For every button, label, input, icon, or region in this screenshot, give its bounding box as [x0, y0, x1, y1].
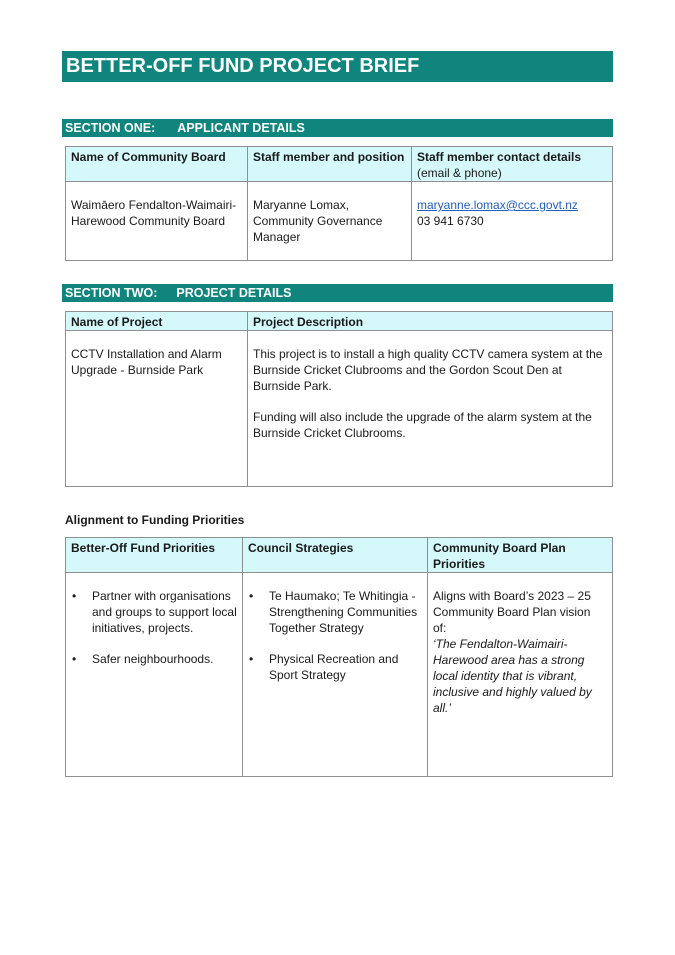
document-title: BETTER-OFF FUND PROJECT BRIEF — [62, 51, 613, 82]
fund-priorities-list — [71, 588, 239, 667]
staff-name: Maryanne Lomax, — [253, 198, 350, 212]
list-item: • Physical Recreation and Sport Strategy — [248, 651, 422, 683]
board-plan-text: Aligns with Board’s 2023 – 25 Community Board Plan vision of: — [433, 589, 591, 635]
header-project-name: Name of Project — [66, 312, 248, 331]
alignment-heading: Alignment to Funding Priorities — [65, 513, 245, 527]
project-name: CCTV Installation and Alarm Upgrade - Burnside Park — [66, 331, 248, 487]
community-board-name: Waimāero Fendalton-Waimairi-Harewood Community Board — [66, 182, 248, 261]
table-row — [66, 573, 613, 777]
header-staff-member: Staff member and position — [248, 147, 412, 182]
table-header-row — [66, 538, 613, 573]
section-two-label: SECTION TWO: — [65, 286, 158, 300]
table-header-row — [66, 147, 613, 182]
table-header-row — [66, 312, 613, 331]
council-strategies-list — [248, 588, 422, 683]
email-link[interactable]: maryanne.lomax@ccc.govt.nz — [417, 198, 578, 212]
section-one-bar — [62, 119, 613, 137]
applicant-details-table — [65, 146, 613, 261]
header-fund-priorities: Better-Off Fund Priorities — [66, 538, 243, 573]
table-row — [66, 331, 613, 487]
section-two-bar — [62, 284, 613, 302]
phone-number: 03 941 6730 — [417, 214, 484, 228]
header-contact-sub: (email & phone) — [417, 166, 502, 180]
header-contact-label: Staff member contact details — [417, 150, 582, 164]
project-description-paragraph: Funding will also include the upgrade of the alarm system at the Burnside Cricket Clubrooms. — [253, 410, 592, 440]
table-row — [66, 182, 613, 261]
header-community-board: Name of Community Board — [66, 147, 248, 182]
project-description-cell — [248, 331, 613, 487]
header-contact-details — [412, 147, 613, 182]
section-one-heading: APPLICANT DETAILS — [177, 121, 305, 135]
section-one-label: SECTION ONE: — [65, 121, 156, 135]
section-two-heading: PROJECT DETAILS — [176, 286, 292, 300]
header-board-plan-priorities: Community Board Plan Priorities — [428, 538, 613, 573]
board-plan-cell — [428, 573, 613, 777]
list-item: • Te Haumako; Te Whitingia - Strengthening Communities Together Strategy — [248, 588, 422, 636]
list-item: • Partner with organisations and groups to support local initiatives, projects. — [71, 588, 239, 636]
list-item: • Safer neighbourhoods. — [71, 651, 239, 667]
header-project-description: Project Description — [248, 312, 613, 331]
council-strategies-cell — [243, 573, 428, 777]
alignment-table — [65, 537, 613, 777]
board-plan-quote: ‘The Fendalton-Waimairi-Harewood area has a strong local identity that is vibrant, inclusive and highly valued by all.’ — [433, 637, 592, 715]
project-details-table — [65, 311, 613, 487]
staff-cell — [248, 182, 412, 261]
staff-position: Community Governance Manager — [253, 214, 383, 244]
project-description-paragraph: This project is to install a high quality CCTV camera system at the Burnside Cricket Clubrooms and the Gordon Scout Den at Burnside Park. — [253, 347, 603, 393]
contact-cell — [412, 182, 613, 261]
header-council-strategies: Council Strategies — [243, 538, 428, 573]
fund-priorities-cell — [66, 573, 243, 777]
